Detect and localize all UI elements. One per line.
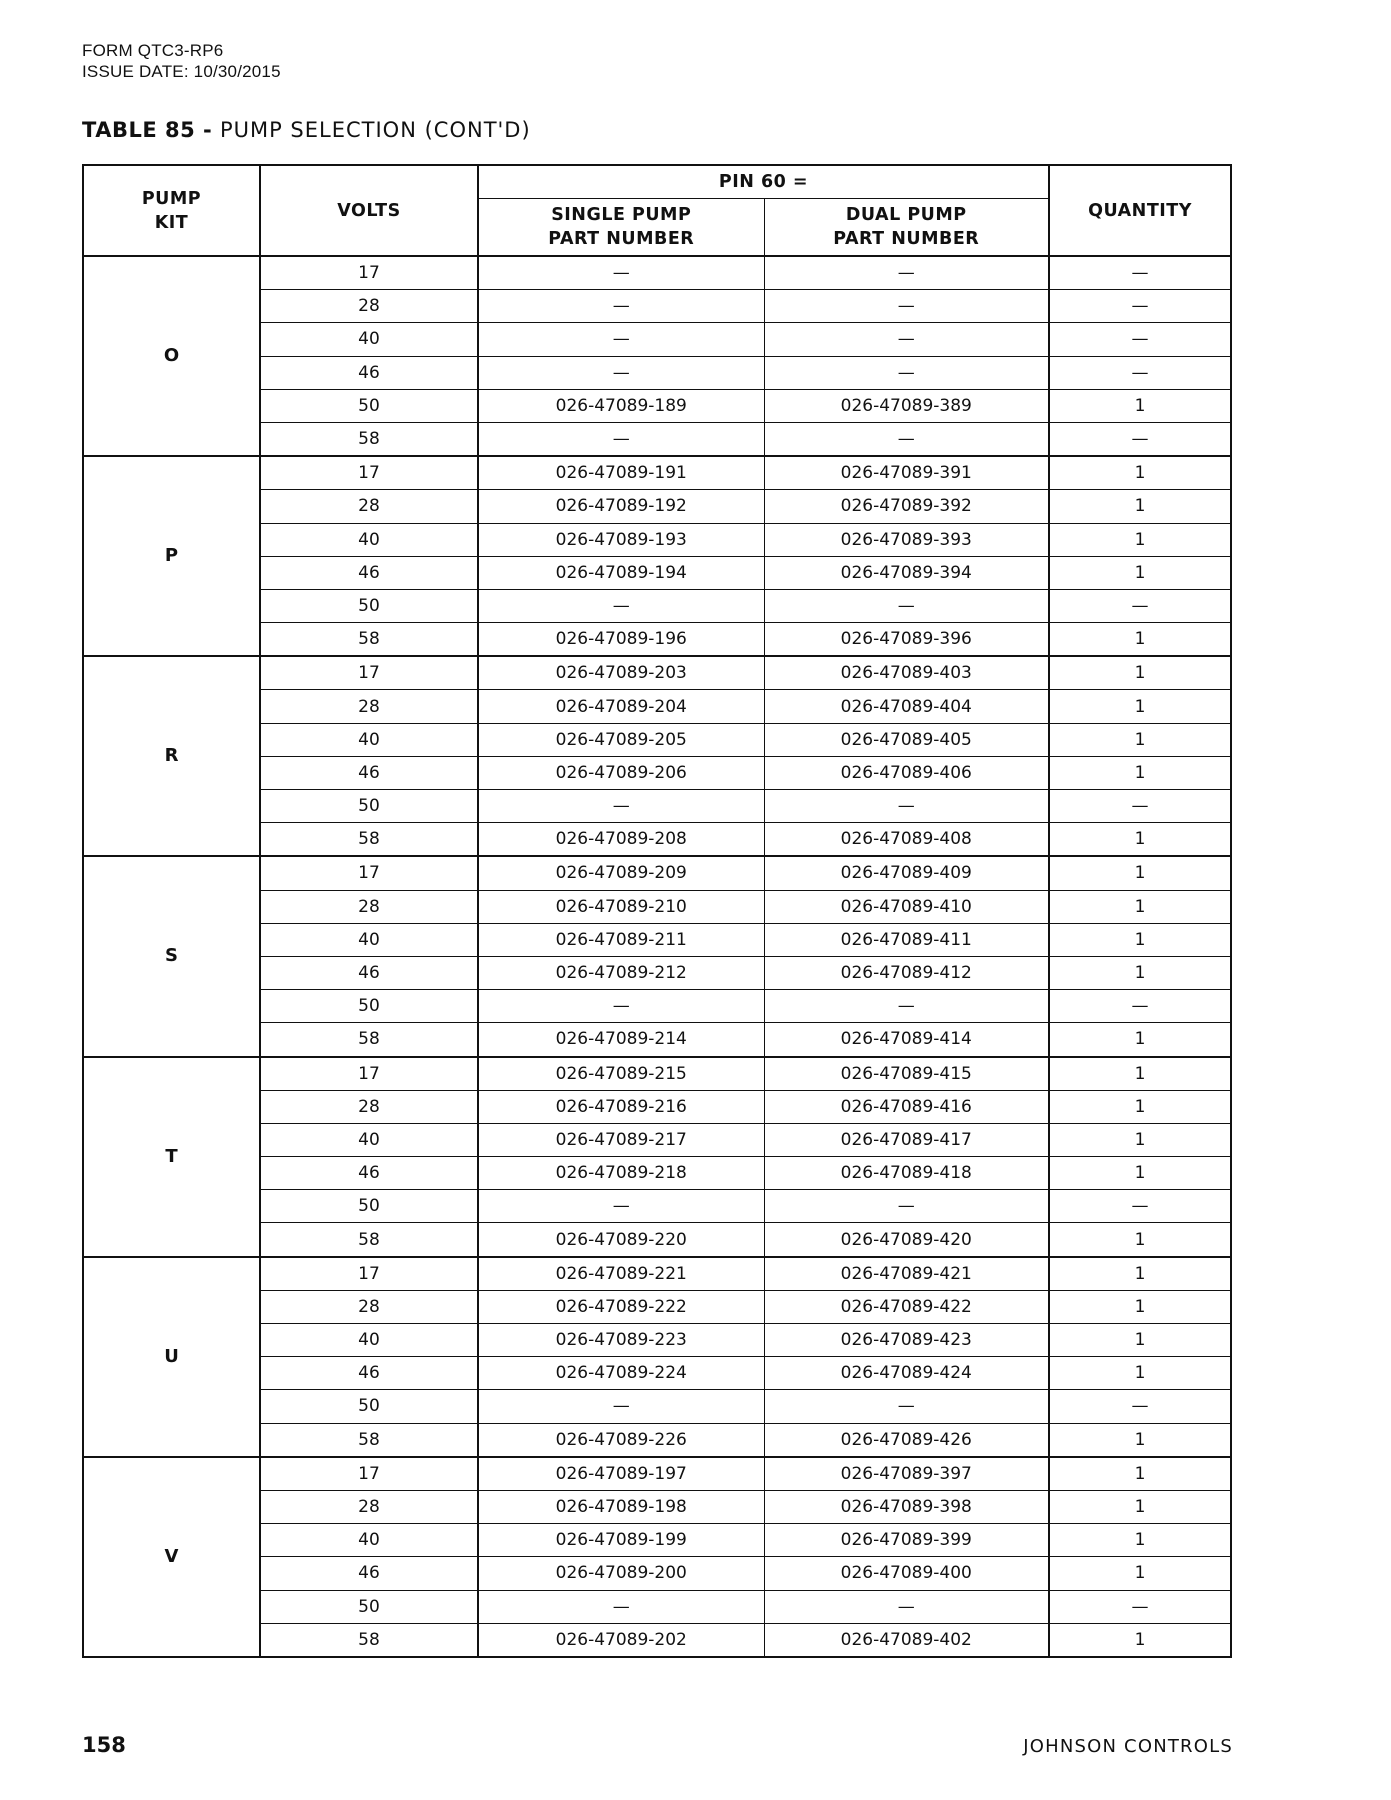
dual-pump-part-number-cell: — <box>764 790 1049 823</box>
volts-cell: 58 <box>260 1223 478 1257</box>
dual-pump-part-number-cell: 026-47089-397 <box>764 1457 1049 1491</box>
single-pump-part-number-cell: — <box>478 790 764 823</box>
volts-cell: 17 <box>260 856 478 890</box>
volts-cell: 58 <box>260 1623 478 1657</box>
quantity-cell: — <box>1049 356 1231 389</box>
dual-pump-part-number-cell: — <box>764 1190 1049 1223</box>
header-quantity: QUANTITY <box>1049 165 1231 256</box>
dual-pump-part-number-cell: 026-47089-409 <box>764 856 1049 890</box>
pump-kit-cell: S <box>83 856 260 1056</box>
quantity-cell: 1 <box>1049 1423 1231 1457</box>
quantity-cell: 1 <box>1049 956 1231 989</box>
dual-pump-part-number-cell: — <box>764 1590 1049 1623</box>
quantity-cell: — <box>1049 1390 1231 1423</box>
volts-cell: 17 <box>260 1457 478 1491</box>
volts-cell: 40 <box>260 523 478 556</box>
dual-pump-part-number-cell: 026-47089-404 <box>764 690 1049 723</box>
single-pump-part-number-cell: 026-47089-202 <box>478 1623 764 1657</box>
quantity-cell: 1 <box>1049 1357 1231 1390</box>
single-pump-part-number-cell: 026-47089-199 <box>478 1524 764 1557</box>
single-pump-part-number-cell: 026-47089-212 <box>478 956 764 989</box>
dual-pump-part-number-cell: — <box>764 422 1049 456</box>
dual-pump-part-number-cell: — <box>764 290 1049 323</box>
volts-cell: 40 <box>260 1524 478 1557</box>
single-pump-part-number-cell: 026-47089-197 <box>478 1457 764 1491</box>
table-body <box>83 256 1231 1657</box>
quantity-cell: — <box>1049 790 1231 823</box>
quantity-cell: 1 <box>1049 1257 1231 1291</box>
quantity-cell: 1 <box>1049 923 1231 956</box>
quantity-cell: — <box>1049 323 1231 356</box>
single-pump-part-number-cell: 026-47089-221 <box>478 1257 764 1291</box>
single-pump-part-number-cell: 026-47089-200 <box>478 1557 764 1590</box>
dual-pump-part-number-cell: 026-47089-416 <box>764 1090 1049 1123</box>
single-pump-part-number-cell: 026-47089-215 <box>478 1057 764 1091</box>
volts-cell: 50 <box>260 389 478 422</box>
single-pump-part-number-cell: — <box>478 1590 764 1623</box>
dual-pump-part-number-cell: — <box>764 256 1049 290</box>
quantity-cell: 1 <box>1049 1023 1231 1057</box>
dual-pump-part-number-cell: 026-47089-423 <box>764 1324 1049 1357</box>
form-header <box>82 40 281 82</box>
single-pump-part-number-cell: 026-47089-216 <box>478 1090 764 1123</box>
dual-pump-part-number-cell: 026-47089-421 <box>764 1257 1049 1291</box>
dual-pump-part-number-cell: 026-47089-415 <box>764 1057 1049 1091</box>
volts-cell: 28 <box>260 690 478 723</box>
pump-kit-cell: P <box>83 456 260 656</box>
table-row <box>83 1257 1231 1291</box>
quantity-cell: — <box>1049 990 1231 1023</box>
volts-cell: 58 <box>260 623 478 657</box>
quantity-cell: 1 <box>1049 1157 1231 1190</box>
quantity-cell: 1 <box>1049 556 1231 589</box>
volts-cell: 40 <box>260 923 478 956</box>
dual-pump-part-number-cell: 026-47089-392 <box>764 490 1049 523</box>
dual-pump-part-number-cell: 026-47089-418 <box>764 1157 1049 1190</box>
single-pump-part-number-cell: 026-47089-192 <box>478 490 764 523</box>
pump-kit-cell: U <box>83 1257 260 1457</box>
volts-cell: 40 <box>260 323 478 356</box>
volts-cell: 50 <box>260 1390 478 1423</box>
table-number: TABLE 85 - <box>82 118 213 142</box>
quantity-cell: 1 <box>1049 1490 1231 1523</box>
volts-cell: 28 <box>260 890 478 923</box>
dual-pump-part-number-cell: 026-47089-403 <box>764 656 1049 690</box>
volts-cell: 17 <box>260 1257 478 1291</box>
quantity-cell: 1 <box>1049 1123 1231 1156</box>
dual-pump-part-number-cell: 026-47089-410 <box>764 890 1049 923</box>
single-pump-part-number-cell: 026-47089-198 <box>478 1490 764 1523</box>
volts-cell: 46 <box>260 356 478 389</box>
dual-pump-part-number-cell: 026-47089-394 <box>764 556 1049 589</box>
dual-pump-part-number-cell: 026-47089-411 <box>764 923 1049 956</box>
volts-cell: 50 <box>260 1590 478 1623</box>
dual-pump-part-number-cell: — <box>764 589 1049 622</box>
dual-pump-part-number-cell: 026-47089-391 <box>764 456 1049 490</box>
quantity-cell: 1 <box>1049 1457 1231 1491</box>
dual-pump-part-number-cell: — <box>764 356 1049 389</box>
dual-pump-part-number-cell: 026-47089-417 <box>764 1123 1049 1156</box>
quantity-cell: 1 <box>1049 823 1231 857</box>
single-pump-part-number-cell: 026-47089-191 <box>478 456 764 490</box>
volts-cell: 28 <box>260 490 478 523</box>
single-pump-part-number-cell: 026-47089-214 <box>478 1023 764 1057</box>
page-number: 158 <box>82 1733 126 1757</box>
company-name: JOHNSON CONTROLS <box>1023 1736 1233 1757</box>
dual-pump-part-number-cell: 026-47089-408 <box>764 823 1049 857</box>
pump-kit-cell: V <box>83 1457 260 1657</box>
volts-cell: 46 <box>260 1157 478 1190</box>
single-pump-part-number-cell: — <box>478 1390 764 1423</box>
volts-cell: 28 <box>260 1490 478 1523</box>
quantity-cell: 1 <box>1049 1090 1231 1123</box>
single-pump-part-number-cell: — <box>478 422 764 456</box>
single-pump-part-number-cell: 026-47089-218 <box>478 1157 764 1190</box>
single-pump-part-number-cell: — <box>478 323 764 356</box>
table-title <box>82 118 531 142</box>
volts-cell: 28 <box>260 1090 478 1123</box>
volts-cell: 58 <box>260 1423 478 1457</box>
volts-cell: 46 <box>260 556 478 589</box>
single-pump-part-number-cell: — <box>478 990 764 1023</box>
dual-pump-part-number-cell: 026-47089-412 <box>764 956 1049 989</box>
volts-cell: 50 <box>260 589 478 622</box>
quantity-cell: — <box>1049 1190 1231 1223</box>
quantity-cell: 1 <box>1049 756 1231 789</box>
volts-cell: 17 <box>260 456 478 490</box>
quantity-cell: 1 <box>1049 690 1231 723</box>
dual-pump-part-number-cell: — <box>764 990 1049 1023</box>
dual-pump-part-number-cell: 026-47089-414 <box>764 1023 1049 1057</box>
single-pump-part-number-cell: — <box>478 290 764 323</box>
table-row <box>83 456 1231 490</box>
quantity-cell: 1 <box>1049 1223 1231 1257</box>
dual-pump-part-number-cell: 026-47089-406 <box>764 756 1049 789</box>
single-pump-part-number-cell: 026-47089-208 <box>478 823 764 857</box>
quantity-cell: — <box>1049 290 1231 323</box>
volts-cell: 40 <box>260 1324 478 1357</box>
dual-pump-part-number-cell: 026-47089-398 <box>764 1490 1049 1523</box>
quantity-cell: 1 <box>1049 856 1231 890</box>
volts-cell: 58 <box>260 422 478 456</box>
single-pump-part-number-cell: — <box>478 356 764 389</box>
table-row <box>83 256 1231 290</box>
table-row <box>83 856 1231 890</box>
volts-cell: 46 <box>260 1357 478 1390</box>
dual-pump-part-number-cell: — <box>764 1390 1049 1423</box>
volts-cell: 17 <box>260 656 478 690</box>
table-caption: PUMP SELECTION (CONT'D) <box>219 118 531 142</box>
single-pump-part-number-cell: 026-47089-226 <box>478 1423 764 1457</box>
single-pump-part-number-cell: 026-47089-194 <box>478 556 764 589</box>
volts-cell: 28 <box>260 290 478 323</box>
volts-cell: 46 <box>260 756 478 789</box>
quantity-cell: 1 <box>1049 1524 1231 1557</box>
volts-cell: 40 <box>260 1123 478 1156</box>
quantity-cell: 1 <box>1049 656 1231 690</box>
single-pump-part-number-cell: 026-47089-223 <box>478 1324 764 1357</box>
quantity-cell: 1 <box>1049 1557 1231 1590</box>
volts-cell: 17 <box>260 1057 478 1091</box>
volts-cell: 17 <box>260 256 478 290</box>
dual-pump-part-number-cell: 026-47089-389 <box>764 389 1049 422</box>
volts-cell: 50 <box>260 990 478 1023</box>
quantity-cell: 1 <box>1049 523 1231 556</box>
single-pump-part-number-cell: 026-47089-206 <box>478 756 764 789</box>
quantity-cell: — <box>1049 422 1231 456</box>
dual-pump-part-number-cell: 026-47089-422 <box>764 1290 1049 1323</box>
single-pump-part-number-cell: — <box>478 256 764 290</box>
quantity-cell: 1 <box>1049 723 1231 756</box>
single-pump-part-number-cell: 026-47089-196 <box>478 623 764 657</box>
header-pin-60: PIN 60 = <box>478 165 1049 199</box>
single-pump-part-number-cell: 026-47089-203 <box>478 656 764 690</box>
dual-pump-part-number-cell: 026-47089-405 <box>764 723 1049 756</box>
pump-kit-cell: O <box>83 256 260 456</box>
single-pump-part-number-cell: 026-47089-193 <box>478 523 764 556</box>
volts-cell: 50 <box>260 790 478 823</box>
single-pump-part-number-cell: 026-47089-224 <box>478 1357 764 1390</box>
single-pump-part-number-cell: 026-47089-209 <box>478 856 764 890</box>
quantity-cell: 1 <box>1049 389 1231 422</box>
volts-cell: 46 <box>260 956 478 989</box>
quantity-cell: 1 <box>1049 490 1231 523</box>
dual-pump-part-number-cell: 026-47089-399 <box>764 1524 1049 1557</box>
table-row <box>83 656 1231 690</box>
single-pump-part-number-cell: 026-47089-220 <box>478 1223 764 1257</box>
dual-pump-part-number-cell: 026-47089-426 <box>764 1423 1049 1457</box>
volts-cell: 50 <box>260 1190 478 1223</box>
dual-pump-part-number-cell: 026-47089-393 <box>764 523 1049 556</box>
quantity-cell: — <box>1049 256 1231 290</box>
dual-pump-part-number-cell: 026-47089-396 <box>764 623 1049 657</box>
volts-cell: 40 <box>260 723 478 756</box>
quantity-cell: — <box>1049 1590 1231 1623</box>
dual-pump-part-number-cell: 026-47089-400 <box>764 1557 1049 1590</box>
pump-kit-cell: T <box>83 1057 260 1257</box>
volts-cell: 28 <box>260 1290 478 1323</box>
pump-selection-table <box>82 164 1232 1658</box>
single-pump-part-number-cell: 026-47089-211 <box>478 923 764 956</box>
single-pump-part-number-cell: 026-47089-210 <box>478 890 764 923</box>
quantity-cell: 1 <box>1049 1324 1231 1357</box>
quantity-cell: — <box>1049 589 1231 622</box>
volts-cell: 58 <box>260 1023 478 1057</box>
single-pump-part-number-cell: 026-47089-189 <box>478 389 764 422</box>
single-pump-part-number-cell: 026-47089-204 <box>478 690 764 723</box>
issue-date: ISSUE DATE: 10/30/2015 <box>82 62 281 81</box>
quantity-cell: 1 <box>1049 1290 1231 1323</box>
single-pump-part-number-cell: — <box>478 589 764 622</box>
quantity-cell: 1 <box>1049 1057 1231 1091</box>
dual-pump-part-number-cell: 026-47089-420 <box>764 1223 1049 1257</box>
single-pump-part-number-cell: 026-47089-217 <box>478 1123 764 1156</box>
pump-kit-cell: R <box>83 656 260 856</box>
table-row <box>83 1057 1231 1091</box>
table-row <box>83 1457 1231 1491</box>
volts-cell: 46 <box>260 1557 478 1590</box>
dual-pump-part-number-cell: 026-47089-424 <box>764 1357 1049 1390</box>
header-pump-kit: PUMP KIT <box>83 165 260 256</box>
header-dual-pump-part-number: DUAL PUMP PART NUMBER <box>764 199 1049 257</box>
quantity-cell: 1 <box>1049 623 1231 657</box>
single-pump-part-number-cell: 026-47089-222 <box>478 1290 764 1323</box>
header-volts: VOLTS <box>260 165 478 256</box>
single-pump-part-number-cell: 026-47089-205 <box>478 723 764 756</box>
single-pump-part-number-cell: — <box>478 1190 764 1223</box>
quantity-cell: 1 <box>1049 456 1231 490</box>
header-single-pump-part-number: SINGLE PUMP PART NUMBER <box>478 199 764 257</box>
quantity-cell: 1 <box>1049 890 1231 923</box>
dual-pump-part-number-cell: — <box>764 323 1049 356</box>
volts-cell: 58 <box>260 823 478 857</box>
form-id: FORM QTC3-RP6 <box>82 41 224 60</box>
quantity-cell: 1 <box>1049 1623 1231 1657</box>
dual-pump-part-number-cell: 026-47089-402 <box>764 1623 1049 1657</box>
